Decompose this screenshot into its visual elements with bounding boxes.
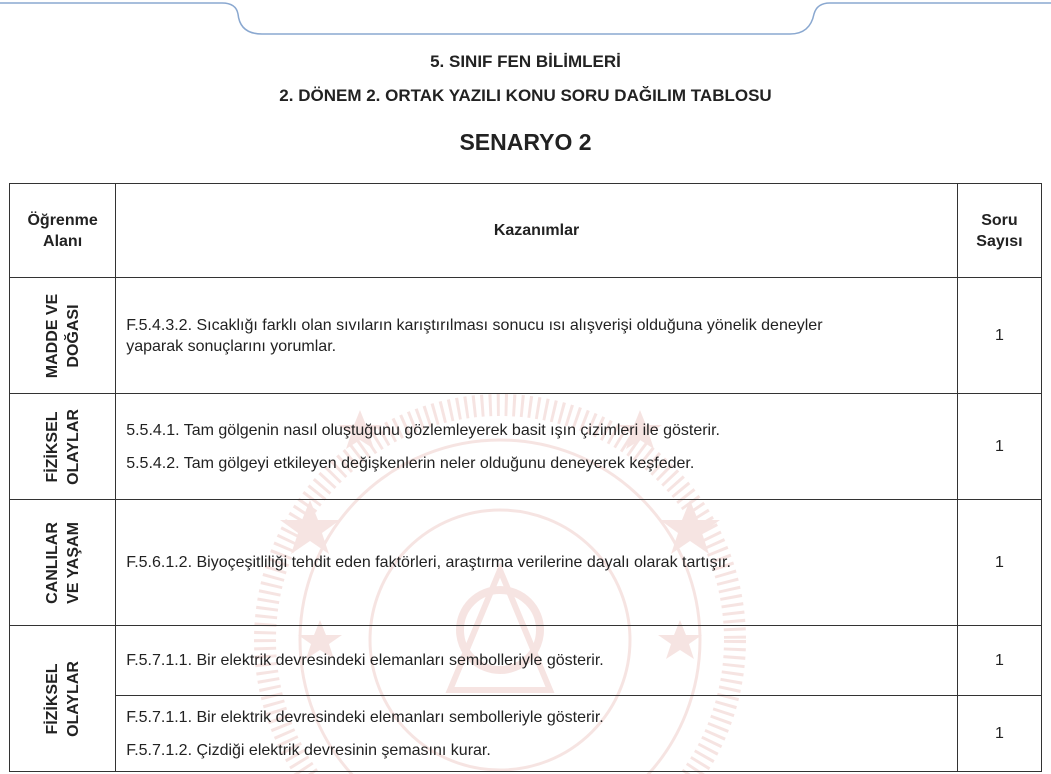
kazanim-line1: F.5.6.1.2. Biyoçeşitliliği tehdit eden faktörleri, araştırma verilerine dayalı olarak tartışır.: [126, 554, 731, 571]
table-row: [10, 626, 1042, 696]
topic-distribution-table: [9, 183, 1042, 772]
kazanim-line1: F.5.4.3.2. Sıcaklığı farklı olan sıvıların karıştırılması sonucu ısı alışverişi olduğuna yönelik deneyler: [126, 316, 823, 334]
area-label: [42, 409, 84, 485]
kazanim-line1: 5.5.4.1. Tam gölgenin nasıl oluştuğunu gözlemleyerek basit ışın çizimleri ile gösterir.: [126, 421, 720, 439]
kazanim-line2: yaparak sonuçlarını yorumlar.: [126, 337, 337, 355]
kazanim-cell: [116, 278, 958, 394]
top-tab-decoration: [0, 0, 1051, 40]
kazanim-text: [126, 315, 947, 357]
kazanim-line2: F.5.7.1.2. Çizdiği elektrik devresinin şemasını kurar.: [126, 741, 491, 759]
count-cell: 1: [957, 500, 1041, 626]
kazanim-line2: 5.5.4.2. Tam gölgeyi etkileyen değişkenlerin neler olduğunu deneyerek keşfeder.: [126, 454, 695, 472]
area-label-line2: OLAYLAR: [64, 660, 82, 737]
kazanim-cell: [116, 394, 958, 500]
area-label: [42, 293, 84, 377]
area-label: [42, 522, 84, 604]
area-label-line1: FİZİKSEL: [43, 410, 61, 483]
count-cell: 1: [957, 394, 1041, 500]
area-label: [42, 661, 84, 737]
area-label-line2: OLAYLAR: [64, 408, 82, 485]
table-row: [10, 278, 1042, 394]
kazanim-cell: [116, 696, 958, 772]
kazanim-line1: F.5.7.1.1. Bir elektrik devresindeki elemanları sembolleriyle gösterir.: [126, 652, 604, 669]
area-label-line1: CANLILAR: [43, 521, 61, 604]
header-area-line1: Öğrenme: [27, 211, 98, 229]
header-kazanim: Kazanımlar: [116, 184, 958, 278]
table-row: [10, 500, 1042, 626]
table-header-row: [10, 184, 1042, 278]
count-cell: 1: [957, 626, 1041, 696]
area-cell: [10, 278, 116, 394]
header-soru-line1: Soru: [981, 211, 1018, 229]
scenario-title: SENARYO 2: [459, 129, 592, 155]
area-cell: [10, 500, 116, 626]
kazanim-cell: [116, 626, 958, 696]
kazanim-line1: F.5.7.1.1. Bir elektrik devresindeki elemanları sembolleriyle gösterir.: [126, 708, 604, 726]
header-area: [10, 184, 116, 278]
area-cell: [10, 394, 116, 500]
area-label-line2: VE YAŞAM: [64, 521, 82, 604]
area-label-line1: FİZİKSEL: [43, 662, 61, 735]
title-line-2: 2. DÖNEM 2. ORTAK YAZILI KONU SORU DAĞILIM TABLOSU: [279, 86, 772, 105]
area-label-line1: MADDE VE: [43, 293, 61, 378]
count-cell: 1: [957, 278, 1041, 394]
table-row: [10, 394, 1042, 500]
header-area-line2: Alanı: [43, 232, 83, 250]
area-label-line2: DOĞASI: [64, 303, 82, 368]
header-soru-line2: Sayısı: [976, 232, 1023, 250]
area-cell: [10, 626, 116, 772]
title-line-1: 5. SINIF FEN BİLİMLERİ: [430, 52, 621, 71]
kazanim-cell: [116, 500, 958, 626]
count-cell: 1: [957, 696, 1041, 772]
header-soru: [957, 184, 1041, 278]
table-row: [10, 696, 1042, 772]
